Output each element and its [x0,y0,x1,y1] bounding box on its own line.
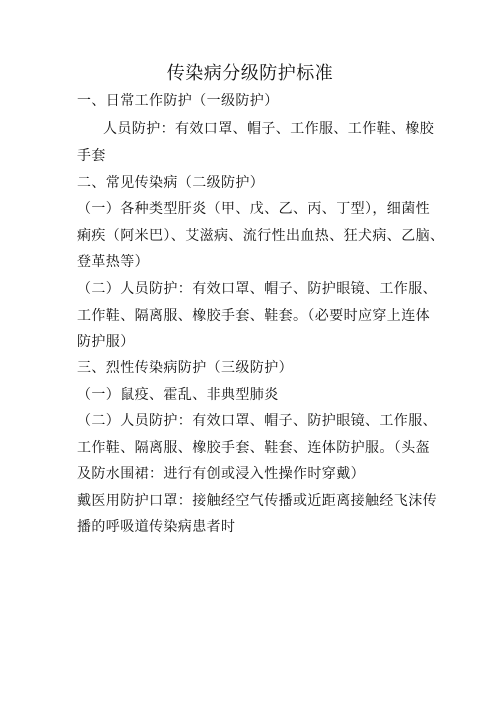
section-2-item-1-line-1: （一）各种类型肝炎（甲、戊、乙、丙、丁型），细菌性 [77,201,430,217]
section-2-item-2-line-1: （二）人员防护：有效口罩、帽子、防护眼镜、工作服、 [77,281,437,297]
section-2-heading: 二、常见传染病（二级防护） [77,175,265,191]
section-2-item-1-line-3: 登革热等） [77,254,149,270]
section-1-heading: 一、日常工作防护（一级防护） [77,93,279,109]
section-2-item-2-line-3: 防护服） [77,334,135,350]
section-3-heading: 三、烈性传染病防护（三级防护） [77,360,293,376]
section-2-item-1-line-2: 痢疾（阿米巴）、艾滋病、流行性出血热、狂犬病、乙脑、 [77,228,445,244]
section-3-item-2-line-2: 工作鞋、隔离服、橡胶手套、鞋套、连体防护服。（头盔 [77,440,430,456]
section-3-item-2-line-3: 及防水围裙：进行有创或浸入性操作时穿戴） [77,466,365,482]
section-2-item-2-line-2: 工作鞋、隔离服、橡胶手套、鞋套。（必要时应穿上连体 [77,308,430,324]
section-1-text-line-2: 手套 [77,148,106,164]
section-3-item-1: （一）鼠疫、霍乱、非典型肺炎 [77,387,279,403]
section-3-item-2-line-1: （二）人员防护：有效口罩、帽子、防护眼镜、工作服、 [77,413,437,429]
document-title: 传染病分级防护标准 [166,63,334,84]
respirator-note-line-2: 播的呼吸道传染病患者时 [77,519,236,535]
respirator-note-line-1: 戴医用防护口罩：接触经空气传播或近距离接触经飞沫传 [77,493,437,509]
section-1-text-line-1: 人员防护：有效口罩、帽子、工作服、工作鞋、橡胶 [103,121,435,137]
